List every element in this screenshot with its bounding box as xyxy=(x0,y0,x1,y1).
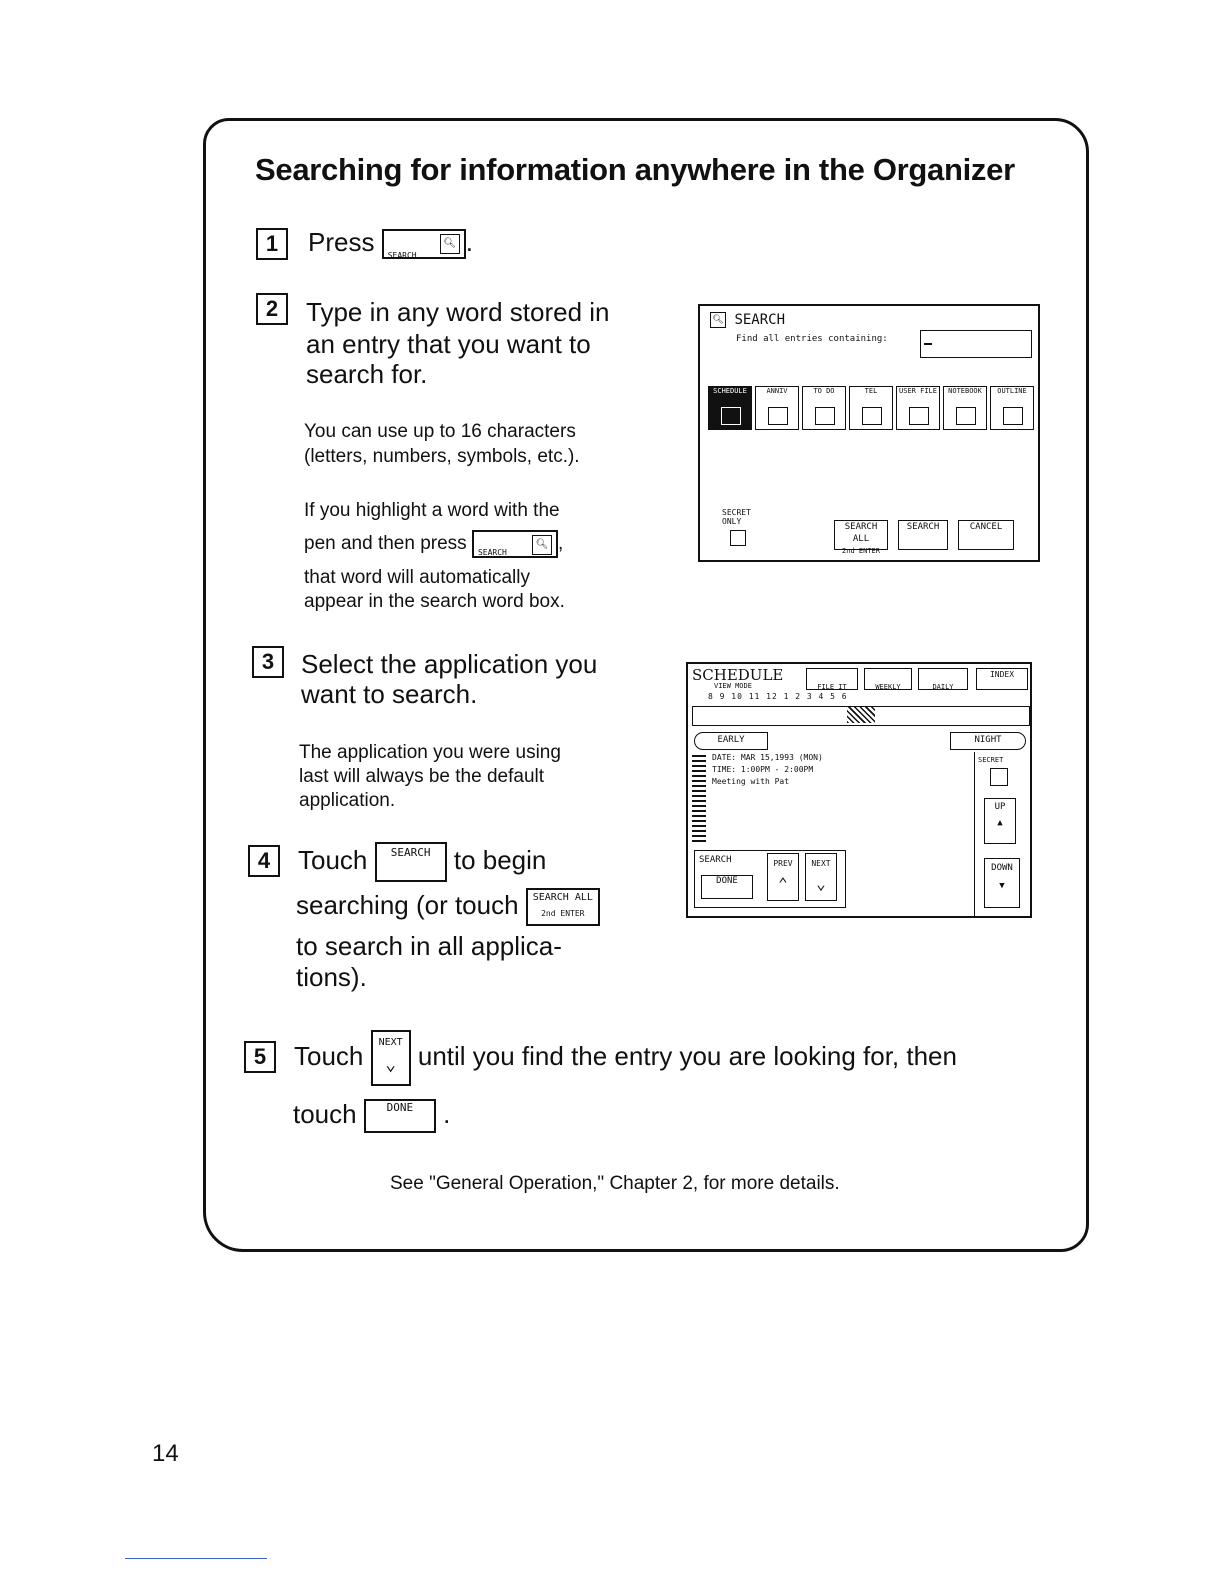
weekly-button[interactable]: WEEKLY xyxy=(864,668,912,690)
step-2-line3: search for. xyxy=(306,359,428,389)
step-2-note1-line1: You can use up to 16 characters xyxy=(304,421,576,442)
step-2-note2-line3: that word will automatically xyxy=(304,567,530,588)
hour-scale: 8 9 10 11 12 1 2 3 4 5 6 xyxy=(708,692,848,701)
step-3-note-line3: application. xyxy=(299,790,396,811)
step-5-line2: touch DONE . xyxy=(293,1098,450,1133)
step-3-line2: want to search. xyxy=(301,679,478,709)
footer-rule xyxy=(125,1558,267,1559)
search-key-icon-inline: SEARCH 🔍︎ xyxy=(472,530,558,558)
step-4-number: 4 xyxy=(248,845,280,877)
index-button[interactable]: INDEX xyxy=(976,668,1028,690)
page-number: 14 xyxy=(152,1440,179,1467)
secret-label: SECRET xyxy=(978,756,1004,764)
tab-outline[interactable]: OUTLINE xyxy=(990,386,1034,430)
step-2-line1: Type in any word stored in xyxy=(306,297,610,327)
step-5-number: 5 xyxy=(244,1041,276,1073)
step-1-press: Press xyxy=(308,227,375,257)
search-result-controls xyxy=(694,850,846,908)
early-button[interactable]: EARLY xyxy=(694,732,768,750)
secret-only-label: SECRET ONLY xyxy=(722,508,751,526)
daily-button[interactable]: DAILY xyxy=(918,668,968,690)
next-button-icon: NEXT ⌄ xyxy=(371,1030,411,1086)
entry-date: DATE: MAR 15,1993 (MON) xyxy=(712,753,823,762)
step-2-note2-line1: If you highlight a word with the xyxy=(304,500,560,521)
schedule-app-title: SCHEDULE xyxy=(692,666,784,684)
step-1-period: . xyxy=(465,227,473,257)
schedule-side-strip xyxy=(692,752,706,842)
step-2-note2-line4: appear in the search word box. xyxy=(304,591,565,612)
tab-todo[interactable]: TO DO xyxy=(802,386,846,430)
step-3-line1: Select the application you xyxy=(301,649,598,679)
step-4-line3: to search in all applica- xyxy=(296,931,562,961)
entry-time: TIME: 1:00PM - 2:00PM xyxy=(712,765,814,774)
search-word-input[interactable] xyxy=(920,330,1032,358)
step-5-line1: Touch NEXT ⌄ until you find the entry you are looking for, then xyxy=(294,1030,957,1086)
step-3-note-line2: last will always be the default xyxy=(299,766,545,787)
search-all-button-icon: SEARCH ALL 2nd ENTER xyxy=(526,888,600,926)
search-prompt: Find all entries containing: xyxy=(736,334,888,344)
down-button[interactable]: DOWN ▼ xyxy=(984,858,1020,908)
night-button[interactable]: NIGHT xyxy=(950,732,1026,750)
step-3-note-line1: The application you were using xyxy=(299,742,561,763)
tab-anniv[interactable]: ANNIV xyxy=(755,386,799,430)
prev-button[interactable]: PREV ⌃ xyxy=(767,853,799,901)
page-title: Searching for information anywhere in the Organizer xyxy=(255,152,1015,187)
tab-tel[interactable]: TEL xyxy=(849,386,893,430)
schedule-screenshot xyxy=(686,662,1032,918)
step-1-number: 1 xyxy=(256,228,288,260)
next-button[interactable]: NEXT ⌄ xyxy=(805,853,837,901)
tab-schedule[interactable]: SCHEDULE xyxy=(708,386,752,430)
file-it-button[interactable]: FILE IT xyxy=(806,668,858,690)
step-3-number: 3 xyxy=(252,646,284,678)
search-result-label: SEARCH xyxy=(699,855,732,865)
view-mode-label: VIEW MODE xyxy=(714,682,752,690)
search-all-button[interactable]: SEARCH ALL 2nd ENTER xyxy=(834,520,888,550)
search-button[interactable]: SEARCH xyxy=(898,520,948,550)
magnifier-icon: 🔍︎ xyxy=(710,312,726,328)
step-1-text xyxy=(308,226,473,259)
done-button-icon: DONE xyxy=(364,1099,436,1133)
tab-user-file[interactable]: USER FILE xyxy=(896,386,940,430)
step-2-note2-line2: pen and then press SEARCH 🔍︎ , xyxy=(304,530,563,558)
tab-notebook[interactable]: NOTEBOOK xyxy=(943,386,987,430)
time-bar xyxy=(692,706,1030,726)
step-4-line1: Touch SEARCH to begin xyxy=(298,842,546,882)
cancel-button[interactable]: CANCEL xyxy=(958,520,1014,550)
step-2-line2: an entry that you want to xyxy=(306,329,591,359)
step-2-note1-line2: (letters, numbers, symbols, etc.). xyxy=(304,446,580,467)
secret-only-checkbox[interactable] xyxy=(730,530,746,546)
search-button-icon: SEARCH xyxy=(375,842,447,882)
entry-description: Meeting with Pat xyxy=(712,777,790,786)
up-button[interactable]: UP ▲ xyxy=(984,798,1016,844)
entry-details xyxy=(712,752,823,788)
secret-checkbox[interactable] xyxy=(990,768,1008,786)
see-also-note: See "General Operation," Chapter 2, for more details. xyxy=(390,1173,840,1194)
search-dialog-screenshot xyxy=(698,304,1040,562)
done-button[interactable]: DONE xyxy=(701,875,753,899)
search-key-icon: SEARCH 🔍︎ xyxy=(382,229,466,259)
application-tabs xyxy=(708,386,1034,432)
step-2-number: 2 xyxy=(256,293,288,325)
search-dialog-header: 🔍︎ SEARCH xyxy=(710,312,785,328)
step-4-line4: tions). xyxy=(296,962,367,992)
step-4-line2: searching (or touch SEARCH ALL 2nd ENTER xyxy=(296,888,600,926)
